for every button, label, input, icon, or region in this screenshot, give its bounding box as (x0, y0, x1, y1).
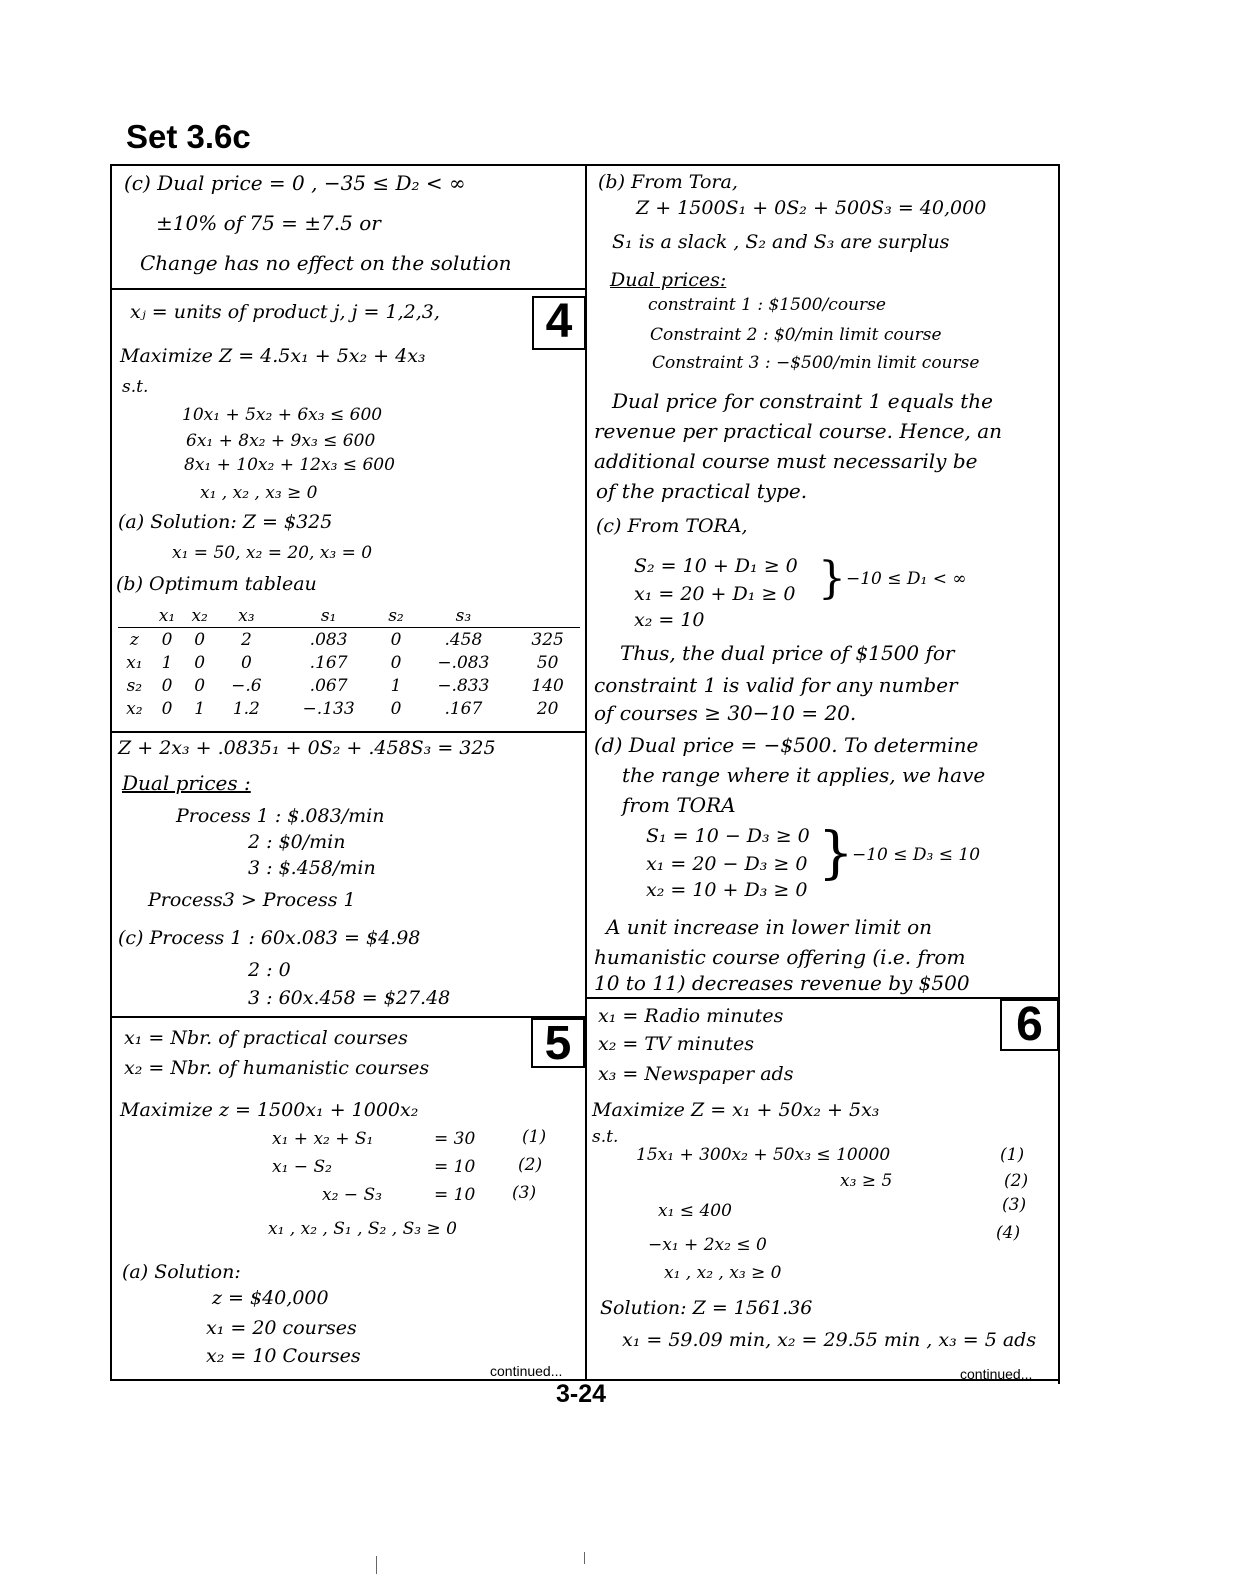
table-cell: 20 (536, 698, 559, 719)
p6-constraint-3-num: (3) (1002, 1195, 1027, 1215)
scan-mark (376, 1556, 377, 1574)
table-cell: 0 (161, 675, 173, 696)
r-c-eq-2: x₁ = 20 + D₁ ≥ 0 (634, 583, 796, 605)
p5-constraint-3-rhs: = 10 (434, 1185, 476, 1205)
table-cell: −.833 (437, 675, 490, 696)
table-cell: 50 (536, 652, 559, 673)
table-cell: .083 (309, 629, 348, 650)
p4-optimum-tableau-label: (b) Optimum tableau (116, 573, 317, 595)
tableau-header-cell: x₃ (216, 604, 277, 628)
r-para1-line1: Dual price for constraint 1 equals the (612, 389, 993, 413)
r-d-line3: from TORA (622, 793, 736, 817)
left-divider-1 (110, 288, 587, 290)
p4-constraint-1: 10x₁ + 5x₂ + 6x₃ ≤ 600 (182, 405, 383, 425)
p4-variable-definition: xⱼ = units of product j, j = 1,2,3, (130, 301, 440, 323)
table-cell: s₂ (126, 675, 143, 696)
table-cell: .167 (309, 652, 348, 673)
r-para2-line2: constraint 1 is valid for any number (594, 673, 958, 697)
p6-def-3: x₃ = Newspaper ads (598, 1063, 794, 1085)
p5-constraint-1-num: (1) (522, 1127, 547, 1147)
no-effect-line: Change has no effect on the solution (140, 251, 512, 275)
right-brace-icon: } (818, 553, 846, 604)
r-c-eq-3: x₂ = 10 (634, 609, 705, 631)
tableau-bottom-rule (112, 731, 585, 733)
p4-c-line-1: (c) Process 1 : 60x.083 = $4.98 (118, 927, 421, 949)
table-cell: 0 (390, 698, 402, 719)
r-d-eq-1: S₁ = 10 − D₃ ≥ 0 (646, 825, 810, 847)
tableau-header-cell: x₁ (151, 604, 184, 628)
r-b-title: (b) From Tora, (598, 171, 738, 193)
scan-mark (584, 1552, 585, 1564)
r-para2-line3: of courses ≥ 30−10 = 20. (594, 701, 857, 725)
p6-constraint-1: 15x₁ + 300x₂ + 50x₃ ≤ 10000 (636, 1145, 891, 1165)
p4-dual-prices-title: Dual prices : (122, 771, 251, 795)
p5-continued: continued... (490, 1363, 563, 1379)
tableau-header-cell: s₂ (381, 604, 412, 628)
r-dual-price-3: Constraint 3 : −$500/min limit course (652, 353, 980, 373)
p6-nonnegativity: x₁ , x₂ , x₃ ≥ 0 (664, 1263, 782, 1283)
table-cell: .458 (444, 629, 483, 650)
tableau-header-cell: s₃ (411, 604, 515, 628)
p5-constraint-3-num: (3) (512, 1183, 537, 1203)
r-dual-prices-title: Dual prices: (610, 269, 727, 291)
table-cell: −.083 (437, 652, 490, 673)
r-d-eq-3: x₂ = 10 + D₃ ≥ 0 (646, 879, 808, 901)
optimum-tableau (118, 604, 580, 720)
r-para1-line4: of the practical type. (596, 479, 808, 503)
p4-st: s.t. (122, 377, 149, 397)
problem-6-badge: 6 (1000, 999, 1059, 1051)
table-row (118, 697, 580, 720)
table-cell: 0 (161, 698, 173, 719)
tableau-header-cell (515, 604, 580, 628)
table-cell: z (129, 629, 139, 650)
r-para2-line1: Thus, the dual price of $1500 for (620, 641, 955, 665)
p5-constraint-3-expr: x₂ − S₃ (322, 1185, 382, 1205)
right-divider (585, 997, 1060, 999)
r-c-title: (c) From TORA, (596, 515, 748, 537)
table-cell: .167 (444, 698, 483, 719)
p5-constraint-2-num: (2) (518, 1155, 543, 1175)
table-cell: 0 (390, 629, 402, 650)
p5-solution-x2: x₂ = 10 Courses (206, 1345, 361, 1367)
tableau-header-row (118, 604, 580, 628)
r-d-line1: (d) Dual price = −$500. To determine (594, 733, 979, 757)
table-row (118, 674, 580, 697)
p4-constraint-3: 8x₁ + 10x₂ + 12x₃ ≤ 600 (184, 455, 395, 475)
r-para3-line2: humanistic course offering (i.e. from (594, 945, 966, 969)
p5-solution-label: (a) Solution: (122, 1261, 241, 1283)
tableau-header-cell: s₁ (277, 604, 381, 628)
r-dual-price-1: constraint 1 : $1500/course (648, 295, 886, 315)
p6-constraint-4-num: (4) (996, 1223, 1021, 1243)
table-row (118, 651, 580, 674)
problem-4-badge: 4 (532, 296, 586, 350)
p6-def-1: x₁ = Radio minutes (598, 1005, 784, 1027)
p4-objective: Maximize Z = 4.5x₁ + 5x₂ + 4x₃ (120, 345, 426, 367)
table-cell: 1 (390, 675, 402, 696)
p5-solution-x1: x₁ = 20 courses (206, 1317, 357, 1339)
p4-z-row-equation: Z + 2x₃ + .0835₁ + 0S₂ + .458S₃ = 325 (118, 737, 496, 759)
table-cell: 140 (531, 675, 564, 696)
outer-left-border (110, 164, 112, 1380)
p5-def-2: x₂ = Nbr. of humanistic courses (124, 1057, 430, 1079)
p5-solution-z: z = $40,000 (212, 1287, 329, 1309)
r-c-eq-1: S₂ = 10 + D₁ ≥ 0 (634, 555, 798, 577)
r-para3-line1: A unit increase in lower limit on (606, 915, 933, 939)
table-cell: 0 (161, 629, 173, 650)
table-cell: −.133 (302, 698, 355, 719)
set-title: Set 3.6c (126, 118, 251, 155)
p6-constraint-4: −x₁ + 2x₂ ≤ 0 (648, 1235, 767, 1255)
r-para1-line3: additional course must necessarily be (594, 449, 978, 473)
table-row (118, 628, 580, 652)
p6-def-2: x₂ = TV minutes (598, 1033, 754, 1055)
p6-solution-values: x₁ = 59.09 min, x₂ = 29.55 min , x₃ = 5 ads (622, 1329, 1037, 1351)
r-b-note: S₁ is a slack , S₂ and S₃ are surplus (612, 231, 950, 253)
p5-nonnegativity: x₁ , x₂ , S₁ , S₂ , S₃ ≥ 0 (268, 1219, 457, 1239)
p4-process-comparison: Process3 > Process 1 (148, 889, 356, 911)
p6-st: s.t. (592, 1127, 619, 1147)
right-brace-icon: } (818, 821, 854, 886)
outer-right-border (1058, 164, 1060, 1384)
table-cell: 0 (240, 652, 252, 673)
table-cell: x₁ (126, 652, 143, 673)
p4-dual-price-2: 2 : $0/min (248, 831, 346, 853)
p6-solution: Solution: Z = 1561.36 (600, 1297, 813, 1319)
table-cell: 0 (194, 629, 206, 650)
p4-dual-price-1: Process 1 : $.083/min (176, 805, 385, 827)
r-para3-line3: 10 to 11) decreases revenue by $500 (594, 971, 970, 995)
r-b-equation: Z + 1500S₁ + 0S₂ + 500S₃ = 40,000 (636, 197, 987, 219)
table-cell: 2 (240, 629, 252, 650)
ten-percent-line: ±10% of 75 = ±7.5 or (156, 211, 381, 235)
dual-price-line: (c) Dual price = 0 , −35 ≤ D₂ < ∞ (124, 171, 466, 195)
table-cell: 0 (194, 675, 206, 696)
p4-solution: (a) Solution: Z = $325 (118, 511, 333, 533)
p6-continued: continued... (960, 1366, 1033, 1382)
p5-constraint-2-rhs: = 10 (434, 1157, 476, 1177)
table-cell: 1.2 (232, 698, 260, 719)
r-d-line2: the range where it applies, we have (622, 763, 986, 787)
r-d-eq-2: x₁ = 20 − D₃ ≥ 0 (646, 853, 808, 875)
r-para1-line2: revenue per practical course. Hence, an (594, 419, 1003, 443)
table-cell: x₂ (126, 698, 143, 719)
p5-def-1: x₁ = Nbr. of practical courses (124, 1027, 408, 1049)
table-cell: 0 (194, 652, 206, 673)
p5-objective: Maximize z = 1500x₁ + 1000x₂ (120, 1099, 419, 1121)
p5-constraint-1-expr: x₁ + x₂ + S₁ (272, 1129, 374, 1149)
table-cell: 325 (531, 629, 564, 650)
table-cell: .067 (309, 675, 348, 696)
p4-constraint-2: 6x₁ + 8x₂ + 9x₃ ≤ 600 (186, 431, 376, 451)
table-cell: 0 (390, 652, 402, 673)
tableau-header-cell: x₂ (183, 604, 216, 628)
problem-5-badge: 5 (531, 1018, 585, 1068)
p4-dual-price-3: 3 : $.458/min (248, 857, 376, 879)
p4-c-line-2: 2 : 0 (248, 959, 291, 981)
p6-constraint-2-num: (2) (1004, 1171, 1029, 1191)
tableau-header-cell (118, 604, 151, 628)
table-cell: −.6 (231, 675, 262, 696)
p6-objective: Maximize Z = x₁ + 50x₂ + 5x₃ (592, 1099, 880, 1121)
p4-solution-values: x₁ = 50, x₂ = 20, x₃ = 0 (172, 543, 373, 563)
p5-constraint-2-expr: x₁ − S₂ (272, 1157, 332, 1177)
r-dual-price-2: Constraint 2 : $0/min limit course (650, 325, 942, 345)
left-divider-2 (110, 1016, 587, 1018)
p6-constraint-2: x₃ ≥ 5 (840, 1171, 893, 1191)
r-c-range: −10 ≤ D₁ < ∞ (846, 569, 967, 589)
p4-nonnegativity: x₁ , x₂ , x₃ ≥ 0 (200, 483, 318, 503)
p6-constraint-3: x₁ ≤ 400 (658, 1201, 732, 1221)
p6-constraint-1-num: (1) (1000, 1145, 1025, 1165)
r-d-range: −10 ≤ D₃ ≤ 10 (852, 845, 981, 865)
table-cell: 1 (161, 652, 173, 673)
table-cell: 1 (194, 698, 206, 719)
page-number: 3-24 (556, 1380, 607, 1408)
p5-constraint-1-rhs: = 30 (434, 1129, 476, 1149)
p4-c-line-3: 3 : 60x.458 = $27.48 (248, 987, 451, 1009)
